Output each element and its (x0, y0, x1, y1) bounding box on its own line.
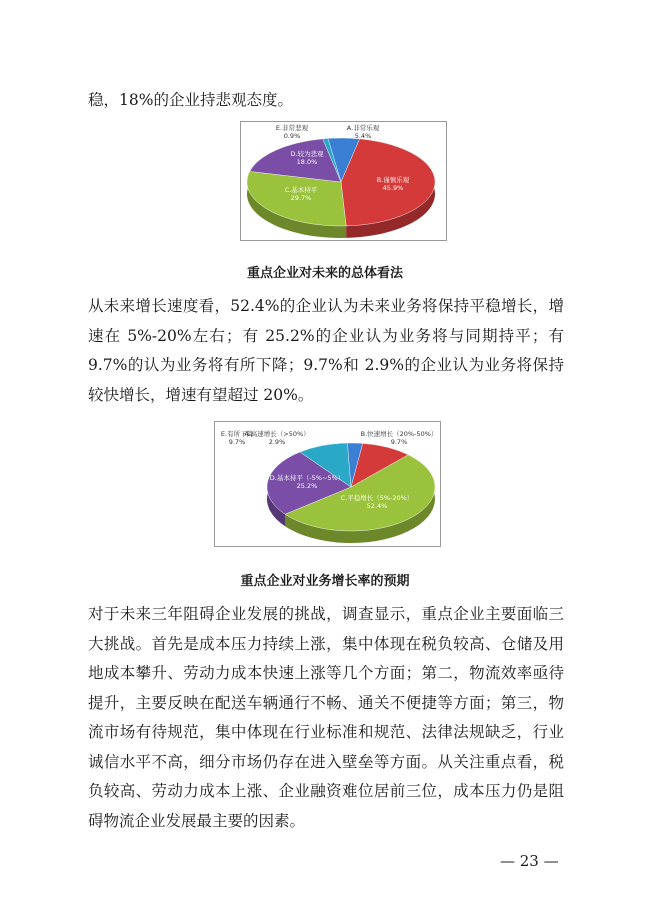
pie-label-0-3: D.较为悲观 18.0% (290, 150, 324, 166)
pie-chart-growth (215, 422, 440, 546)
pie-label-1-3: E.有所下降 9.7% (220, 430, 254, 446)
pie-label-0-4: E.非常悲观 0.9% (275, 124, 309, 140)
pie-label-1-0: B.快速增长（20%-50%） 9.7% (360, 430, 438, 446)
pie-chart-growth-box (214, 421, 441, 547)
pie-label-0-0: A.非常乐观 5.4% (346, 124, 380, 140)
page-number: — 23 — (500, 852, 559, 870)
pie-label-1-4: A.高速增长（>50%） 2.9% (244, 430, 310, 446)
paragraph-intro-end: 稳，18%的企业持悲观态度。 (88, 91, 293, 109)
chart-caption-growth: 重点企业对业务增长率的预期 (240, 574, 410, 589)
pie-label-0-2: C.基本持平 29.7% (284, 186, 318, 202)
paragraph-growth-speed: 从未来增长速度看，52.4%的企业认为未来业务将保持平稳增长，增速在 5%-20%左右；有 25.2%的企业认为业务将与同期持平；有 9.7%的认为业务将有所下降；9.7%和 2.9%的企业认为业务将保持较快增长，增速有望超过 20%。 (88, 297, 564, 404)
pie-label-1-2: D.基本持平（-5%~5%） 25.2% (269, 474, 345, 490)
pie-chart-outlook-box (240, 121, 447, 241)
paragraph-challenges: 对于未来三年阻碍企业发展的挑战，调查显示，重点企业主要面临三大挑战。首先是成本压力持续上涨，集中体现在税负较高、仓储及用地成本攀升、劳动力成本快速上涨等几个方面；第二，物流效率亟待提升，主要反映在配送车辆通行不畅、通关不便捷等方面；第三，物流市场有待规范，集中体现在行业标准和规范、法律法规缺乏，行业诚信水平不高，细分市场仍存在进入壁垒等方面。从关注重点看，税负较高、劳动力成本上涨、企业融资难位居前三位，成本压力仍是阻碍物流企业发展最主要的因素。 (88, 605, 564, 830)
pie-label-0-1: B.谨慎乐观 45.9% (376, 176, 410, 192)
pie-chart-outlook (241, 122, 446, 240)
chart-caption-outlook: 重点企业对未来的总体看法 (246, 266, 403, 281)
pie-label-1-1: C.平稳增长（5%-20%） 52.4% (340, 494, 414, 510)
